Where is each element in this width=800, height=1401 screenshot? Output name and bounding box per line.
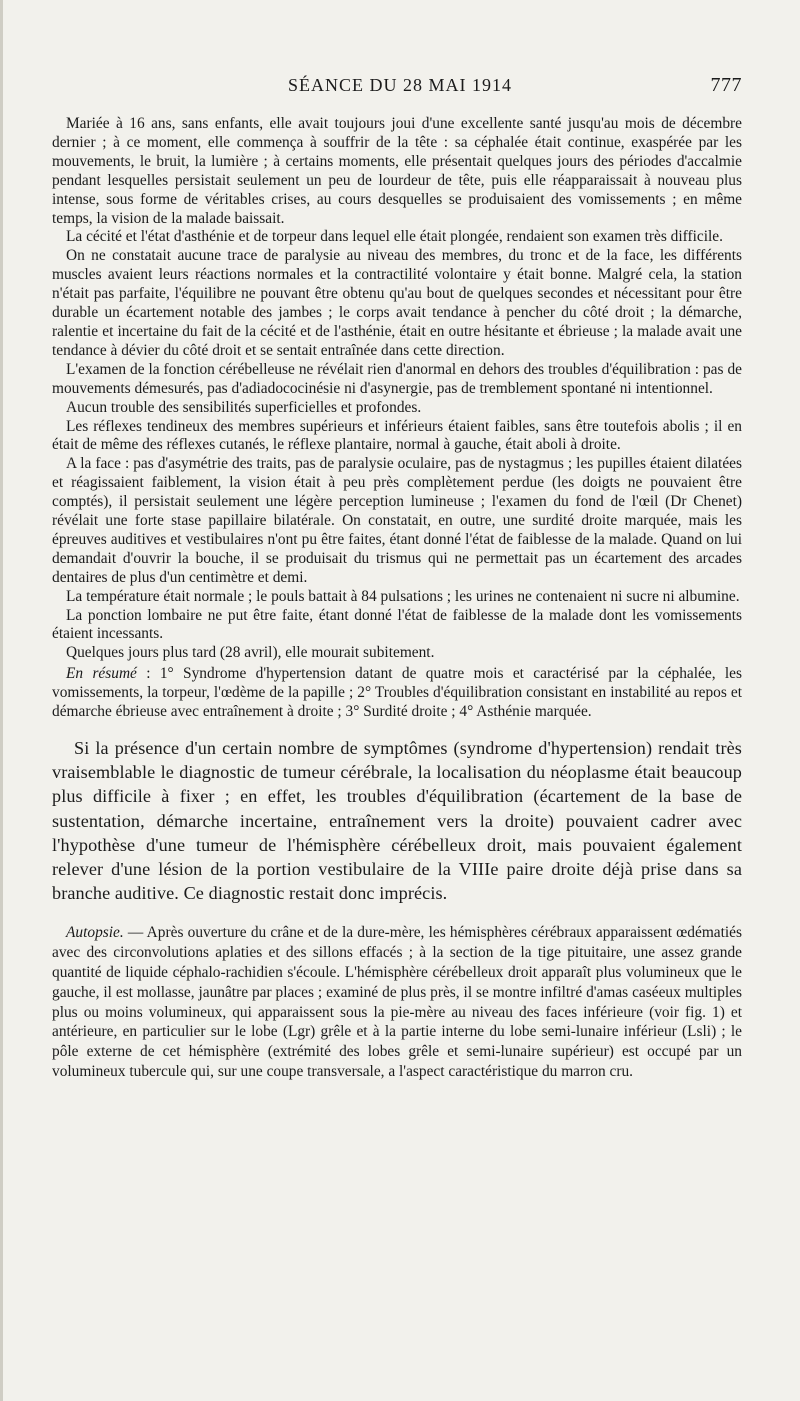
page-number: 777 — [710, 74, 742, 96]
paragraph: A la face : pas d'asymétrie des traits, pas de paralysie oculaire, pas de nystagmus ; les pupilles étaient dilatées et réagissaient faiblement, la vision était à peu près complètement perdue (les doigts ne pouvaient être comptés), il persistait seulement une légère perception lumineuse ; l'examen du fond de l'œil (Dr Chenet) révélait une forte stase papillaire bilatérale. On constatait, en outre, une surdité droite marquée, mais les épreuves auditives et vestibulaires n'ont pu être faites, étant donné l'état de faiblesse de la malade. Quand on lui demandait d'ouvrir la bouche, il se produisait du trismus qui ne permettait pas un écartement des arcades dentaires de plus d'un centimètre et demi. — [52, 455, 742, 586]
paragraph: La ponction lombaire ne put être faite, étant donné l'état de faiblesse de la malade dont les vomissements étaient incessants. — [52, 606, 742, 643]
paragraph: Les réflexes tendineux des membres supérieurs et inférieurs étaient faibles, sans être toutefois abolis ; il en était de même des réflexes cutanés, le réflexe plantaire, normal à gauche, était aboli à droite. — [52, 417, 742, 454]
paragraph: Aucun trouble des sensibilités superficielles et profondes. — [66, 398, 422, 416]
paragraph: La température était normale ; le pouls battait à 84 pulsations ; les urines ne contenaient ni sucre ni albumine. — [66, 587, 740, 605]
running-header — [52, 74, 742, 97]
running-title: SÉANCE DU 28 MAI 1914 — [288, 75, 513, 95]
paragraph: Mariée à 16 ans, sans enfants, elle avait toujours joui d'une excellente santé jusqu'au mois de décembre dernier ; à ce moment, elle commença à souffrir de la tête : sa céphalée était continue, exaspérée par les mouvements, le bruit, la lumière ; à certains moments, elle présentait quelques jours des périodes d'accalmie pendant lesquelles persistait seulement un peu de lourdeur de tête, puis elle réapparaissait à nouveau plus intense, sous forme de véritables crises, au cours desquelles se produisaient des vomissements ; en même temps, la vision de la malade baissait. — [52, 115, 742, 227]
discussion-paragraph: Si la présence d'un certain nombre de symptômes (syndrome d'hypertension) rendait très vraisemblable le diagnostic de tumeur cérébrale, la localisation du néoplasme était beaucoup plus difficile à fixer ; en effet, les troubles d'équilibration (écartement de la base de sustentation, démarche incertaine, entraînement vers la droite) pouvaient cadrer avec l'hypothèse d'une tumeur de l'hémisphère cérébelleux droit, mais pouvaient également relever d'une lésion de la portion vestibulaire de la VIIIe paire droite déjà prise dans sa branche auditive. Ce diagnostic restait donc imprécis. — [52, 738, 742, 904]
page-edge — [0, 0, 3, 1401]
paragraph: Quelques jours plus tard (28 avril), elle mourait subitement. — [66, 644, 435, 662]
summary-text: : 1° Syndrome d'hypertension datant de quatre mois et caractérisé par la céphalée, les vomissements, la torpeur, l'œdème de la papille ; 2° Troubles d'équilibration consistant en instabilité au repos et démarche ébrieuse avec entraînement à droite ; 3° Surdité droite ; 4° Asthénie marquée. — [52, 665, 742, 721]
case-report — [52, 115, 742, 722]
summary-label: En résumé — [66, 665, 137, 683]
autopsy-label: Autopsie. — [66, 924, 124, 942]
autopsy-text: — Après ouverture du crâne et de la dure-mère, les hémisphères cérébraux apparaissent œdématiés avec des circonvolutions aplaties et des sillons effacés ; à la section de la tige pituitaire, une assez grande quantité de liquide céphalo-rachidien s'écoule. L'hémisphère cérébelleux droit apparaît plus volumineux que le gauche, il est mollasse, jaunâtre par places ; examiné de plus près, il se montre infiltré d'amas caséeux multiples plus ou moins volumineux, qui apparaissent sous la pie-mère au niveau des faces inférieure (voir fig. 1) et antérieure, en particulier sur le lobe (Lgr) grêle et à la partie interne du lobe semi-lunaire inférieur (Lsli) ; le pôle externe de cet hémisphère (extrémité des lobes grêle et semi-lunaire supérieur) est occupé par un volumineux tubercule qui, sur une coupe transversale, a l'aspect caractéristique du marron cru. — [52, 924, 742, 1080]
summary-paragraph — [52, 665, 742, 722]
discussion-section — [52, 736, 742, 905]
autopsy-paragraph — [52, 923, 742, 1081]
paragraph: L'examen de la fonction cérébelleuse ne révélait rien d'anormal en dehors des troubles d'équilibration : pas de mouvements démesurés, pas d'adiadococinésie ni d'asynergie, pas de tremblement spontané ni intentionnel. — [52, 360, 742, 397]
paragraph: On ne constatait aucune trace de paralysie au niveau des membres, du tronc et de la face, les différents muscles avaient leurs réactions normales et la contractilité volontaire y était bonne. Malgré cela, la station n'était pas parfaite, l'équilibre ne pouvant être obtenu qu'au bout de quelques secondes et nécessitant pour être durable un écartement notable des jambes ; le corps avait tendance à pencher du côté droit ; la démarche, ralentie et incertaine du fait de la cécité et de l'asthénie, était en outre hésitante et ébrieuse ; la malade avait une tendance à dévier du côté droit et se sentait entraînée dans cette direction. — [52, 247, 742, 359]
autopsy-section — [52, 923, 742, 1081]
paragraph: La cécité et l'état d'asthénie et de torpeur dans lequel elle était plongée, rendaient son examen très difficile. — [66, 228, 723, 246]
